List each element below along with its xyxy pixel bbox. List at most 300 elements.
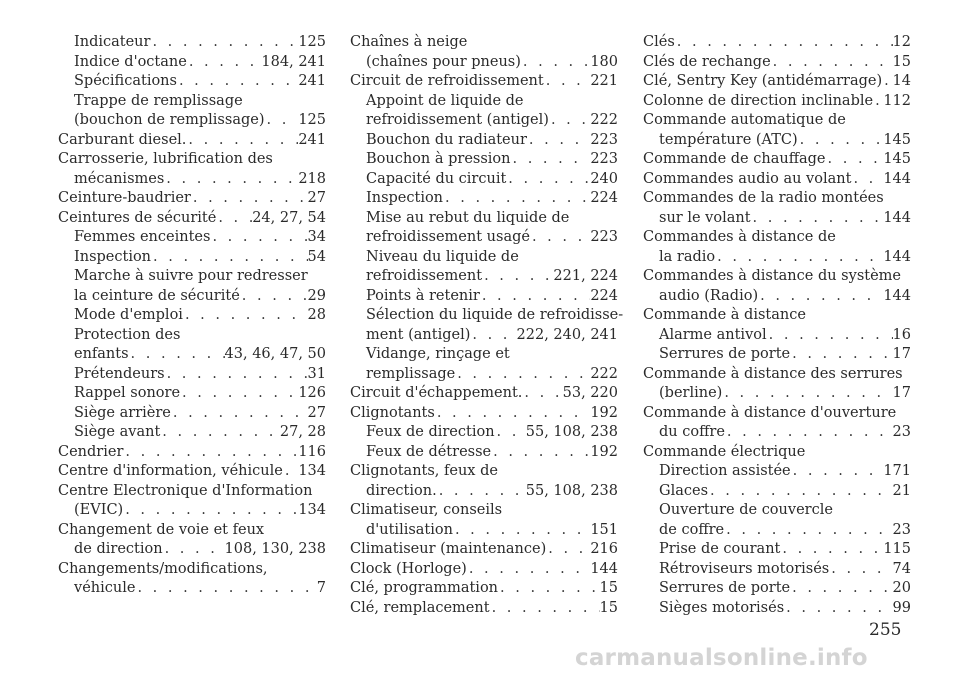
dot-leader <box>506 170 590 190</box>
index-term: Serrures de porte <box>659 580 791 596</box>
index-term: Indice d'octane <box>74 53 187 70</box>
index-page-ref: 74 <box>892 560 911 577</box>
dot-leader <box>180 384 298 404</box>
index-page-ref: 223 <box>590 229 618 245</box>
index-entry <box>58 306 326 326</box>
index-entry <box>350 267 618 287</box>
index-entry <box>643 131 911 151</box>
dot-leader <box>790 579 892 599</box>
index-entry <box>350 326 618 346</box>
index-entry <box>350 384 618 404</box>
index-page-ref: 222 <box>590 365 618 382</box>
dot-leader <box>715 248 883 268</box>
dot-leader <box>482 267 553 287</box>
index-entry <box>58 326 326 346</box>
dot-leader <box>264 111 298 131</box>
index-entry <box>58 482 326 502</box>
dot-leader <box>546 540 590 560</box>
index-term: sur le volant <box>659 209 751 226</box>
index-entry <box>58 33 326 53</box>
index-entry <box>58 423 326 443</box>
index-entry <box>350 540 618 560</box>
dot-leader <box>521 53 590 73</box>
index-entry <box>643 540 911 560</box>
index-entry <box>58 462 326 482</box>
index-entry <box>58 560 326 580</box>
index-term: Carrosserie, lubrification des <box>58 151 273 167</box>
index-page-ref: 54 <box>307 248 326 265</box>
index-term: Chaînes à neige <box>350 34 468 50</box>
index-term: Points à retenir <box>366 287 480 304</box>
index-term: Clignotants, feux de <box>350 463 498 479</box>
index-page-ref: 7 <box>316 580 326 596</box>
index-term: Sélection du liquide de refroidisse- <box>366 307 624 323</box>
index-entry <box>58 72 326 92</box>
index-term: Carburant diesel. <box>58 131 187 148</box>
index-page-ref: 29 <box>307 287 326 304</box>
index-entry <box>643 384 911 404</box>
index-term: de coffre <box>659 521 725 538</box>
index-entry <box>58 540 326 560</box>
index-page-ref: 222, 240, 241 <box>516 326 618 343</box>
index-entry <box>643 326 911 346</box>
index-page-ref: 115 <box>883 541 911 557</box>
index-term: Feux de direction <box>366 424 495 440</box>
index-term: Changements/modifications, <box>58 560 268 577</box>
index-page-ref: 241 <box>298 131 326 148</box>
dot-leader <box>191 189 308 209</box>
index-term: Commande à distance des serrures <box>643 365 903 382</box>
index-term: Trappe de remplissage <box>74 92 243 109</box>
index-term: Inspection <box>366 190 444 206</box>
index-term: d'utilisation <box>366 521 453 538</box>
index-term: Centre Electronique d'Information <box>58 482 313 499</box>
index-term: la radio <box>659 248 716 265</box>
index-entry <box>350 599 618 619</box>
index-entry <box>643 287 911 307</box>
index-term: (EVIC) <box>74 502 124 518</box>
index-term: Clé, remplacement <box>350 599 490 616</box>
index-page-ref: 27 <box>307 404 326 421</box>
index-entry <box>643 365 911 385</box>
index-page-ref: 218 <box>298 170 326 187</box>
index-term: Protection des <box>74 326 181 343</box>
index-page-ref: 23 <box>892 424 911 440</box>
dot-leader <box>187 53 262 73</box>
index-term: Clignotants <box>350 404 435 421</box>
index-term: refroidissement (antigel) <box>366 112 549 128</box>
index-term: mécanismes <box>74 170 165 187</box>
index-term: Inspection <box>74 248 152 265</box>
dot-leader <box>530 228 590 248</box>
index-entry <box>350 423 618 443</box>
index-entry <box>58 404 326 424</box>
index-entry <box>350 170 618 190</box>
index-term: Commandes de la radio montées <box>643 190 884 206</box>
index-page-ref: 192 <box>590 443 618 460</box>
dot-leader <box>544 72 591 92</box>
dot-leader <box>186 131 298 151</box>
index-page-ref: 17 <box>892 385 911 401</box>
index-entry <box>58 189 326 209</box>
dot-leader <box>549 111 590 131</box>
index-term: température (ATC) <box>659 131 798 148</box>
index-entry <box>643 228 911 248</box>
index-entry <box>350 287 618 307</box>
index-page-ref: 222 <box>590 112 618 128</box>
dot-leader <box>177 72 298 92</box>
index-entry <box>643 92 911 112</box>
index-entry <box>58 150 326 170</box>
index-entry <box>58 170 326 190</box>
index-term: Climatiseur, conseils <box>350 502 503 518</box>
index-term: Indicateur <box>74 34 151 50</box>
index-entry <box>643 267 911 287</box>
index-entry <box>58 443 326 463</box>
index-entry <box>58 53 326 73</box>
index-entry <box>350 521 618 541</box>
index-term: Clé, programmation <box>350 580 499 596</box>
index-entry <box>350 228 618 248</box>
index-entry <box>643 170 911 190</box>
index-term: de direction <box>74 541 163 557</box>
index-term: Changement de voie et feux <box>58 521 265 538</box>
index-page-ref: 116 <box>298 443 326 460</box>
index-term: Cendrier <box>58 443 124 460</box>
index-term: Mise au rebut du liquide de <box>366 209 570 226</box>
index-term: Feux de détresse <box>366 443 492 460</box>
index-term: Serrures de porte <box>659 346 791 362</box>
index-page-ref: 221, 224 <box>553 268 618 284</box>
index-term: Commandes à distance du système <box>643 268 901 284</box>
index-entry <box>58 131 326 151</box>
index-term: Glaces <box>659 482 709 499</box>
dot-leader <box>135 579 316 599</box>
index-entry <box>58 579 326 599</box>
index-page-ref: 27 <box>307 190 326 206</box>
index-page-ref: 134 <box>298 502 326 518</box>
index-entry <box>643 306 911 326</box>
watermark: carmanualsonline.info <box>575 645 868 671</box>
dot-leader <box>873 92 883 112</box>
index-entry <box>350 33 618 53</box>
dot-leader <box>771 53 893 73</box>
index-page-ref: 221 <box>590 73 618 89</box>
index-term: Clés de rechange <box>643 53 771 70</box>
index-page-ref: 31 <box>307 365 326 382</box>
dot-leader <box>826 150 884 170</box>
index-entry <box>643 53 911 73</box>
index-entry <box>350 560 618 580</box>
index-term: Commandes audio au volant <box>643 170 852 187</box>
index-term: Climatiseur (maintenance) <box>350 541 547 557</box>
index-page-ref: 216 <box>590 541 618 557</box>
index-term: Alarme antivol <box>659 326 767 343</box>
index-entry <box>643 345 911 365</box>
dot-leader <box>882 72 892 92</box>
index-entry <box>58 111 326 131</box>
index-entry <box>58 267 326 287</box>
index-page-ref: 184, 241 <box>261 53 326 70</box>
index-page-ref: 55, 108, 238 <box>525 482 618 499</box>
dot-leader <box>123 501 298 521</box>
dot-leader <box>171 404 308 424</box>
index-entry <box>350 482 618 502</box>
index-term: ment (antigel) <box>366 326 471 343</box>
index-page-ref: 192 <box>590 404 618 421</box>
index-term: Appoint de liquide de <box>366 92 524 109</box>
dot-leader <box>437 482 526 502</box>
dot-leader <box>675 33 893 53</box>
index-term: Commande à distance <box>643 307 806 323</box>
index-term: Circuit d'échappement. <box>350 385 523 401</box>
index-entry <box>350 365 618 385</box>
index-term: Niveau du liquide de <box>366 248 519 265</box>
index-term: Clés <box>643 34 675 50</box>
dot-leader <box>453 521 590 541</box>
dot-leader <box>455 365 590 385</box>
index-term: Ceinture-baudrier <box>58 190 191 206</box>
dot-leader <box>511 150 591 170</box>
index-entry <box>643 482 911 502</box>
dot-leader <box>240 287 308 307</box>
index-term: du coffre <box>659 424 725 440</box>
index-page-ref: 23 <box>892 521 911 538</box>
index-term: Ouverture de couvercle <box>659 502 833 518</box>
index-term: Rétroviseurs motorisés <box>659 560 830 577</box>
index-entry <box>643 150 911 170</box>
index-entry <box>643 560 911 580</box>
index-term: Clé, Sentry Key (antidémarrage) <box>643 73 883 89</box>
index-entry <box>643 443 911 463</box>
index-page-ref: 16 <box>892 326 911 343</box>
dot-leader <box>522 384 562 404</box>
index-page-ref: 224 <box>590 190 618 206</box>
index-entry <box>350 72 618 92</box>
index-term: Commande électrique <box>643 443 806 460</box>
index-entry <box>58 92 326 112</box>
index-term: Commande automatique de <box>643 112 846 128</box>
index-entry <box>350 501 618 521</box>
index-page-ref: 223 <box>590 131 618 148</box>
index-page-ref: 12 <box>892 34 911 50</box>
dot-leader <box>210 228 307 248</box>
index-page-ref: 15 <box>892 53 911 70</box>
index-page-ref: 144 <box>883 209 911 226</box>
index-term: direction. <box>366 482 437 499</box>
dot-leader <box>780 540 883 560</box>
dot-leader <box>123 443 298 463</box>
index-entry <box>58 248 326 268</box>
index-entry <box>643 33 911 53</box>
index-entry <box>643 189 911 209</box>
index-entry <box>350 462 618 482</box>
index-term: Siège arrière <box>74 404 171 421</box>
index-term: Bouchon à pression <box>366 151 511 167</box>
index-term: Mode d'emploi <box>74 307 183 323</box>
index-term: Commande à distance d'ouverture <box>643 404 897 421</box>
index-term: la ceinture de sécurité <box>74 287 240 304</box>
index-entry <box>643 248 911 268</box>
index-term: refroidissement <box>366 268 483 284</box>
dot-leader <box>767 326 893 346</box>
index-page-ref: 21 <box>892 482 911 499</box>
index-page-ref: 145 <box>883 151 911 167</box>
index-page-ref: 14 <box>892 73 911 89</box>
index-page-ref: 144 <box>883 170 911 187</box>
index-page-ref: 144 <box>883 287 911 304</box>
index-term: Vidange, rinçage et <box>366 346 510 362</box>
dot-leader <box>829 560 892 580</box>
dot-leader <box>495 423 526 443</box>
dot-leader <box>480 287 590 307</box>
index-entry <box>58 287 326 307</box>
dot-leader <box>183 306 308 326</box>
index-entry <box>643 501 911 521</box>
dot-leader <box>467 560 590 580</box>
index-page-ref: 134 <box>298 463 326 479</box>
index-term: Capacité du circuit <box>366 170 507 187</box>
index-entry <box>58 228 326 248</box>
index-entry <box>350 306 624 326</box>
index-entry <box>643 209 911 229</box>
index-column-2 <box>350 33 624 618</box>
dot-leader <box>751 209 884 229</box>
index-entry <box>350 150 618 170</box>
index-page-ref: 223 <box>590 151 618 167</box>
dot-leader <box>216 209 252 229</box>
index-page-ref: 112 <box>883 92 911 109</box>
index-term: Ceintures de sécurité <box>58 209 217 226</box>
index-term: Rappel sonore <box>74 385 181 401</box>
dot-leader <box>129 345 225 365</box>
index-page-ref: 144 <box>883 248 911 265</box>
index-page-ref: 34 <box>307 229 326 245</box>
index-term: (chaînes pour pneus) <box>366 53 521 70</box>
index-term: refroidissement usagé <box>366 229 530 245</box>
index-page-ref: 27, 28 <box>279 424 326 440</box>
index-term: Siège avant <box>74 424 161 440</box>
index-entry <box>350 579 618 599</box>
index-term: Bouchon du radiateur <box>366 131 527 148</box>
dot-leader <box>491 443 590 463</box>
index-page-ref: 171 <box>883 463 911 479</box>
dot-leader <box>724 521 892 541</box>
index-page-ref: 28 <box>307 307 326 323</box>
index-entry <box>350 131 618 151</box>
index-entry <box>350 111 618 131</box>
index-term: Sièges motorisés <box>659 599 785 616</box>
index-term: Commandes à distance de <box>643 229 836 245</box>
index-term: remplissage <box>366 365 456 382</box>
index-page-ref: 144 <box>590 560 618 577</box>
index-term: Prise de courant <box>659 541 781 557</box>
index-term: Colonne de direction inclinable <box>643 92 874 109</box>
index-entry <box>58 384 326 404</box>
index-term: Circuit de refroidissement <box>350 73 544 89</box>
index-entry <box>350 92 618 112</box>
index-entry <box>58 345 326 365</box>
index-page-ref: 20 <box>892 580 911 596</box>
index-page-ref: 224 <box>590 287 618 304</box>
dot-leader <box>527 131 590 151</box>
index-entry <box>643 111 911 131</box>
index-entry <box>58 501 326 521</box>
index-entry <box>350 404 618 424</box>
dot-leader <box>791 462 884 482</box>
dot-leader <box>164 170 298 190</box>
dot-leader <box>163 540 225 560</box>
dot-leader <box>443 189 590 209</box>
index-term: enfants <box>74 346 129 362</box>
index-entry <box>643 599 911 619</box>
index-page-ref: 240 <box>590 170 618 187</box>
index-entry <box>643 579 911 599</box>
dot-leader <box>165 365 308 385</box>
index-entry <box>350 53 618 73</box>
index-term: (bouchon de remplissage) <box>74 112 265 128</box>
index-term: Prétendeurs <box>74 365 165 382</box>
dot-leader <box>758 287 883 307</box>
index-entry <box>643 423 911 443</box>
index-page-ref: 15 <box>599 599 618 616</box>
dot-leader <box>498 579 600 599</box>
index-term: audio (Radio) <box>659 287 759 304</box>
dot-leader <box>708 482 893 502</box>
index-page-ref: 125 <box>298 34 326 50</box>
index-entry <box>58 365 326 385</box>
index-term: Centre d'information, véhicule <box>58 463 283 479</box>
index-term: Femmes enceintes <box>74 229 211 245</box>
index-term: Clock (Horloge) <box>350 560 467 577</box>
dot-leader <box>150 33 298 53</box>
index-term: Marche à suivre pour redresser <box>74 268 308 284</box>
index-column-1 <box>58 33 326 599</box>
index-entry <box>643 404 911 424</box>
dot-leader <box>725 423 893 443</box>
dot-leader <box>151 248 308 268</box>
dot-leader <box>490 599 600 619</box>
index-entry <box>58 209 326 229</box>
index-page-ref: 53, 220 <box>562 385 618 401</box>
index-page-ref: 125 <box>298 112 326 128</box>
index-entry <box>350 443 618 463</box>
index-entry <box>643 521 911 541</box>
index-page-ref: 17 <box>892 346 911 362</box>
index-entry <box>350 248 618 268</box>
index-page-ref: 108, 130, 238 <box>224 541 326 557</box>
dot-leader <box>790 345 892 365</box>
index-entry <box>350 189 618 209</box>
dot-leader <box>470 326 516 346</box>
index-term: véhicule <box>74 580 136 596</box>
index-term: Commande de chauffage <box>643 151 826 167</box>
index-page-ref: 241 <box>298 73 326 89</box>
page-number: 255 <box>869 620 902 640</box>
index-term: (berline) <box>659 385 723 401</box>
index-page-ref: 126 <box>298 385 326 401</box>
dot-leader <box>784 599 892 619</box>
index-entry <box>58 521 326 541</box>
dot-leader <box>722 384 892 404</box>
index-page-ref: 151 <box>590 521 618 538</box>
index-page-ref: 15 <box>599 580 618 596</box>
index-page-ref: 55, 108, 238 <box>525 424 618 440</box>
dot-leader <box>160 423 280 443</box>
dot-leader <box>283 462 299 482</box>
dot-leader <box>798 131 884 151</box>
index-term: Direction assistée <box>659 463 791 479</box>
